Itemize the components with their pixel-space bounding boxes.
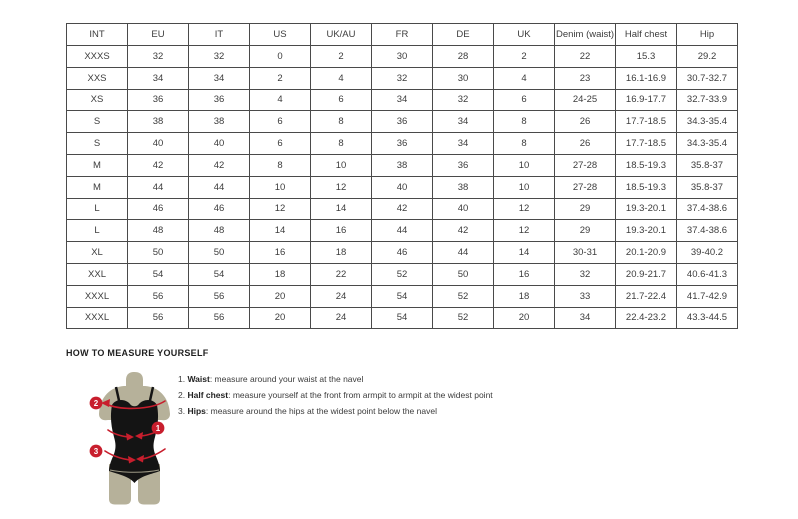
table-cell: 34.3-35.4 (677, 133, 738, 155)
table-cell: 10 (311, 154, 372, 176)
table-cell: 35.8-37 (677, 176, 738, 198)
table-cell: 46 (189, 198, 250, 220)
table-cell: 18 (250, 263, 311, 285)
table-cell: 37.4-38.6 (677, 220, 738, 242)
table-row (67, 67, 738, 89)
table-cell: 37.4-38.6 (677, 198, 738, 220)
table-cell: 43.3-44.5 (677, 307, 738, 329)
table-row (67, 111, 738, 133)
column-header: INT (67, 24, 128, 46)
marker-chest-badge (90, 397, 103, 410)
table-cell: 48 (189, 220, 250, 242)
table-cell: 22.4-23.2 (616, 307, 677, 329)
table-row (67, 242, 738, 264)
table-cell: 4 (311, 67, 372, 89)
table-cell: 50 (128, 242, 189, 264)
table-cell: 2 (494, 46, 555, 68)
table-cell: 20.1-20.9 (616, 242, 677, 264)
table-cell: 16.1-16.9 (616, 67, 677, 89)
table-cell: 14 (311, 198, 372, 220)
table-cell: 32.7-33.9 (677, 89, 738, 111)
table-cell: 2 (311, 46, 372, 68)
table-cell: 8 (250, 154, 311, 176)
table-cell: 18 (311, 242, 372, 264)
measure-instruction (178, 403, 493, 419)
table-row (67, 285, 738, 307)
measure-instruction (178, 387, 493, 403)
table-cell: 33 (555, 285, 616, 307)
table-cell: 36 (189, 89, 250, 111)
instruction-label: Hips (187, 406, 206, 417)
table-cell: 27-28 (555, 154, 616, 176)
table-cell: 19.3-20.1 (616, 198, 677, 220)
table-cell: 32 (128, 46, 189, 68)
table-cell: 18 (494, 285, 555, 307)
table-cell: 0 (250, 46, 311, 68)
size-cell: L (67, 220, 128, 242)
table-cell: 12 (311, 176, 372, 198)
column-header: Half chest (616, 24, 677, 46)
table-cell: 29.2 (677, 46, 738, 68)
measure-instruction (178, 371, 493, 387)
table-cell: 38 (372, 154, 433, 176)
marker-hips-number: 3 (93, 447, 99, 456)
table-cell: 41.7-42.9 (677, 285, 738, 307)
table-cell: 21.7-22.4 (616, 285, 677, 307)
size-cell: M (67, 154, 128, 176)
table-cell: 30.7-32.7 (677, 67, 738, 89)
camisole-body (109, 400, 160, 483)
table-cell: 54 (372, 285, 433, 307)
table-cell: 20 (494, 307, 555, 329)
table-cell: 40 (189, 133, 250, 155)
size-cell: S (67, 111, 128, 133)
table-row (67, 263, 738, 285)
table-cell: 52 (372, 263, 433, 285)
table-cell: 44 (128, 176, 189, 198)
size-cell: XXL (67, 263, 128, 285)
table-cell: 6 (250, 133, 311, 155)
table-cell: 34.3-35.4 (677, 111, 738, 133)
table-cell: 44 (372, 220, 433, 242)
table-cell: 32 (372, 67, 433, 89)
table-cell: 32 (433, 89, 494, 111)
table-row (67, 46, 738, 68)
table-cell: 34 (433, 111, 494, 133)
size-chart-table (66, 23, 738, 329)
column-header: FR (372, 24, 433, 46)
table-cell: 27-28 (555, 176, 616, 198)
table-row (67, 154, 738, 176)
table-cell: 44 (189, 176, 250, 198)
table-cell: 42 (433, 220, 494, 242)
mannequin-illustration (79, 372, 191, 505)
table-cell: 36 (128, 89, 189, 111)
table-cell: 6 (311, 89, 372, 111)
size-cell: XS (67, 89, 128, 111)
table-cell: 20 (250, 285, 311, 307)
table-cell: 8 (311, 133, 372, 155)
table-cell: 19.3-20.1 (616, 220, 677, 242)
table-cell: 34 (555, 307, 616, 329)
size-chart-body (67, 46, 738, 329)
table-row (67, 198, 738, 220)
marker-waist-number: 1 (155, 424, 161, 433)
table-cell: 40.6-41.3 (677, 263, 738, 285)
header-row (67, 24, 738, 46)
table-cell: 29 (555, 220, 616, 242)
table-cell: 34 (433, 133, 494, 155)
table-cell: 28 (433, 46, 494, 68)
measure-instructions (178, 371, 493, 420)
table-cell: 54 (128, 263, 189, 285)
instruction-text: : measure around your waist at the navel (209, 374, 364, 384)
table-cell: 17.7-18.5 (616, 111, 677, 133)
table-cell: 10 (250, 176, 311, 198)
table-cell: 8 (311, 111, 372, 133)
table-cell: 12 (250, 198, 311, 220)
table-row (67, 307, 738, 329)
table-cell: 12 (494, 220, 555, 242)
table-cell: 10 (494, 176, 555, 198)
table-cell: 24 (311, 307, 372, 329)
table-cell: 6 (494, 89, 555, 111)
how-to-measure-title: HOW TO MEASURE YOURSELF (66, 348, 209, 358)
table-cell: 16 (311, 220, 372, 242)
table-cell: 46 (372, 242, 433, 264)
size-cell: XXXL (67, 285, 128, 307)
table-cell: 42 (128, 154, 189, 176)
instruction-label: Half chest (187, 390, 229, 401)
table-cell: 17.7-18.5 (616, 133, 677, 155)
instruction-text: : measure around the hips at the widest point below the navel (205, 406, 437, 417)
marker-hips-badge (90, 445, 103, 458)
size-cell: XXXL (67, 307, 128, 329)
table-cell: 38 (128, 111, 189, 133)
size-cell: XL (67, 242, 128, 264)
table-cell: 22 (555, 46, 616, 68)
table-cell: 14 (250, 220, 311, 242)
table-cell: 26 (555, 133, 616, 155)
table-cell: 34 (128, 67, 189, 89)
size-cell: XXXS (67, 46, 128, 68)
table-cell: 30 (433, 67, 494, 89)
table-row (67, 89, 738, 111)
column-header: US (250, 24, 311, 46)
table-cell: 38 (189, 111, 250, 133)
table-cell: 32 (189, 46, 250, 68)
table-cell: 4 (250, 89, 311, 111)
table-cell: 6 (250, 111, 311, 133)
table-cell: 40 (372, 176, 433, 198)
table-cell: 32 (555, 263, 616, 285)
instruction-label: Waist (187, 374, 210, 384)
table-cell: 35.8-37 (677, 154, 738, 176)
table-cell: 40 (433, 198, 494, 220)
column-header: IT (189, 24, 250, 46)
table-cell: 12 (494, 198, 555, 220)
table-cell: 24 (311, 285, 372, 307)
table-cell: 34 (189, 67, 250, 89)
table-cell: 16.9-17.7 (616, 89, 677, 111)
table-cell: 23 (555, 67, 616, 89)
table-cell: 38 (433, 176, 494, 198)
table-row (67, 133, 738, 155)
table-cell: 50 (433, 263, 494, 285)
table-cell: 52 (433, 285, 494, 307)
table-cell: 4 (494, 67, 555, 89)
table-cell: 46 (128, 198, 189, 220)
table-cell: 30-31 (555, 242, 616, 264)
table-cell: 30 (372, 46, 433, 68)
column-header: UK/AU (311, 24, 372, 46)
table-row (67, 220, 738, 242)
table-cell: 16 (250, 242, 311, 264)
table-cell: 18.5-19.3 (616, 154, 677, 176)
table-cell: 56 (128, 285, 189, 307)
column-header: DE (433, 24, 494, 46)
table-cell: 36 (372, 133, 433, 155)
table-cell: 54 (372, 307, 433, 329)
table-cell: 8 (494, 111, 555, 133)
table-cell: 39-40.2 (677, 242, 738, 264)
table-cell: 50 (189, 242, 250, 264)
table-cell: 18.5-19.3 (616, 176, 677, 198)
table-cell: 42 (189, 154, 250, 176)
table-row (67, 176, 738, 198)
instruction-number: 1. (178, 374, 186, 384)
table-cell: 36 (372, 111, 433, 133)
table-cell: 29 (555, 198, 616, 220)
table-cell: 8 (494, 133, 555, 155)
table-cell: 36 (433, 154, 494, 176)
table-cell: 54 (189, 263, 250, 285)
table-cell: 56 (189, 307, 250, 329)
instruction-number: 3. (178, 406, 186, 417)
size-cell: L (67, 198, 128, 220)
table-cell: 20.9-21.7 (616, 263, 677, 285)
size-chart-header (67, 24, 738, 46)
table-cell: 24-25 (555, 89, 616, 111)
table-cell: 14 (494, 242, 555, 264)
table-cell: 26 (555, 111, 616, 133)
table-cell: 15.3 (616, 46, 677, 68)
table-cell: 10 (494, 154, 555, 176)
column-header: UK (494, 24, 555, 46)
marker-waist-badge (152, 422, 165, 435)
measurement-figure (79, 372, 191, 505)
instruction-text: : measure yourself at the front from armpit to armpit at the widest point (228, 390, 493, 401)
table-cell: 16 (494, 263, 555, 285)
column-header: Denim (waist) (555, 24, 616, 46)
table-cell: 56 (189, 285, 250, 307)
table-cell: 48 (128, 220, 189, 242)
column-header: Hip (677, 24, 738, 46)
table-cell: 40 (128, 133, 189, 155)
table-cell: 22 (311, 263, 372, 285)
table-cell: 2 (250, 67, 311, 89)
marker-chest-number: 2 (93, 399, 99, 408)
table-cell: 56 (128, 307, 189, 329)
size-cell: M (67, 176, 128, 198)
table-cell: 34 (372, 89, 433, 111)
table-cell: 42 (372, 198, 433, 220)
table-cell: 52 (433, 307, 494, 329)
size-cell: S (67, 133, 128, 155)
instruction-number: 2. (178, 390, 186, 401)
table-cell: 44 (433, 242, 494, 264)
column-header: EU (128, 24, 189, 46)
size-cell: XXS (67, 67, 128, 89)
table-cell: 20 (250, 307, 311, 329)
